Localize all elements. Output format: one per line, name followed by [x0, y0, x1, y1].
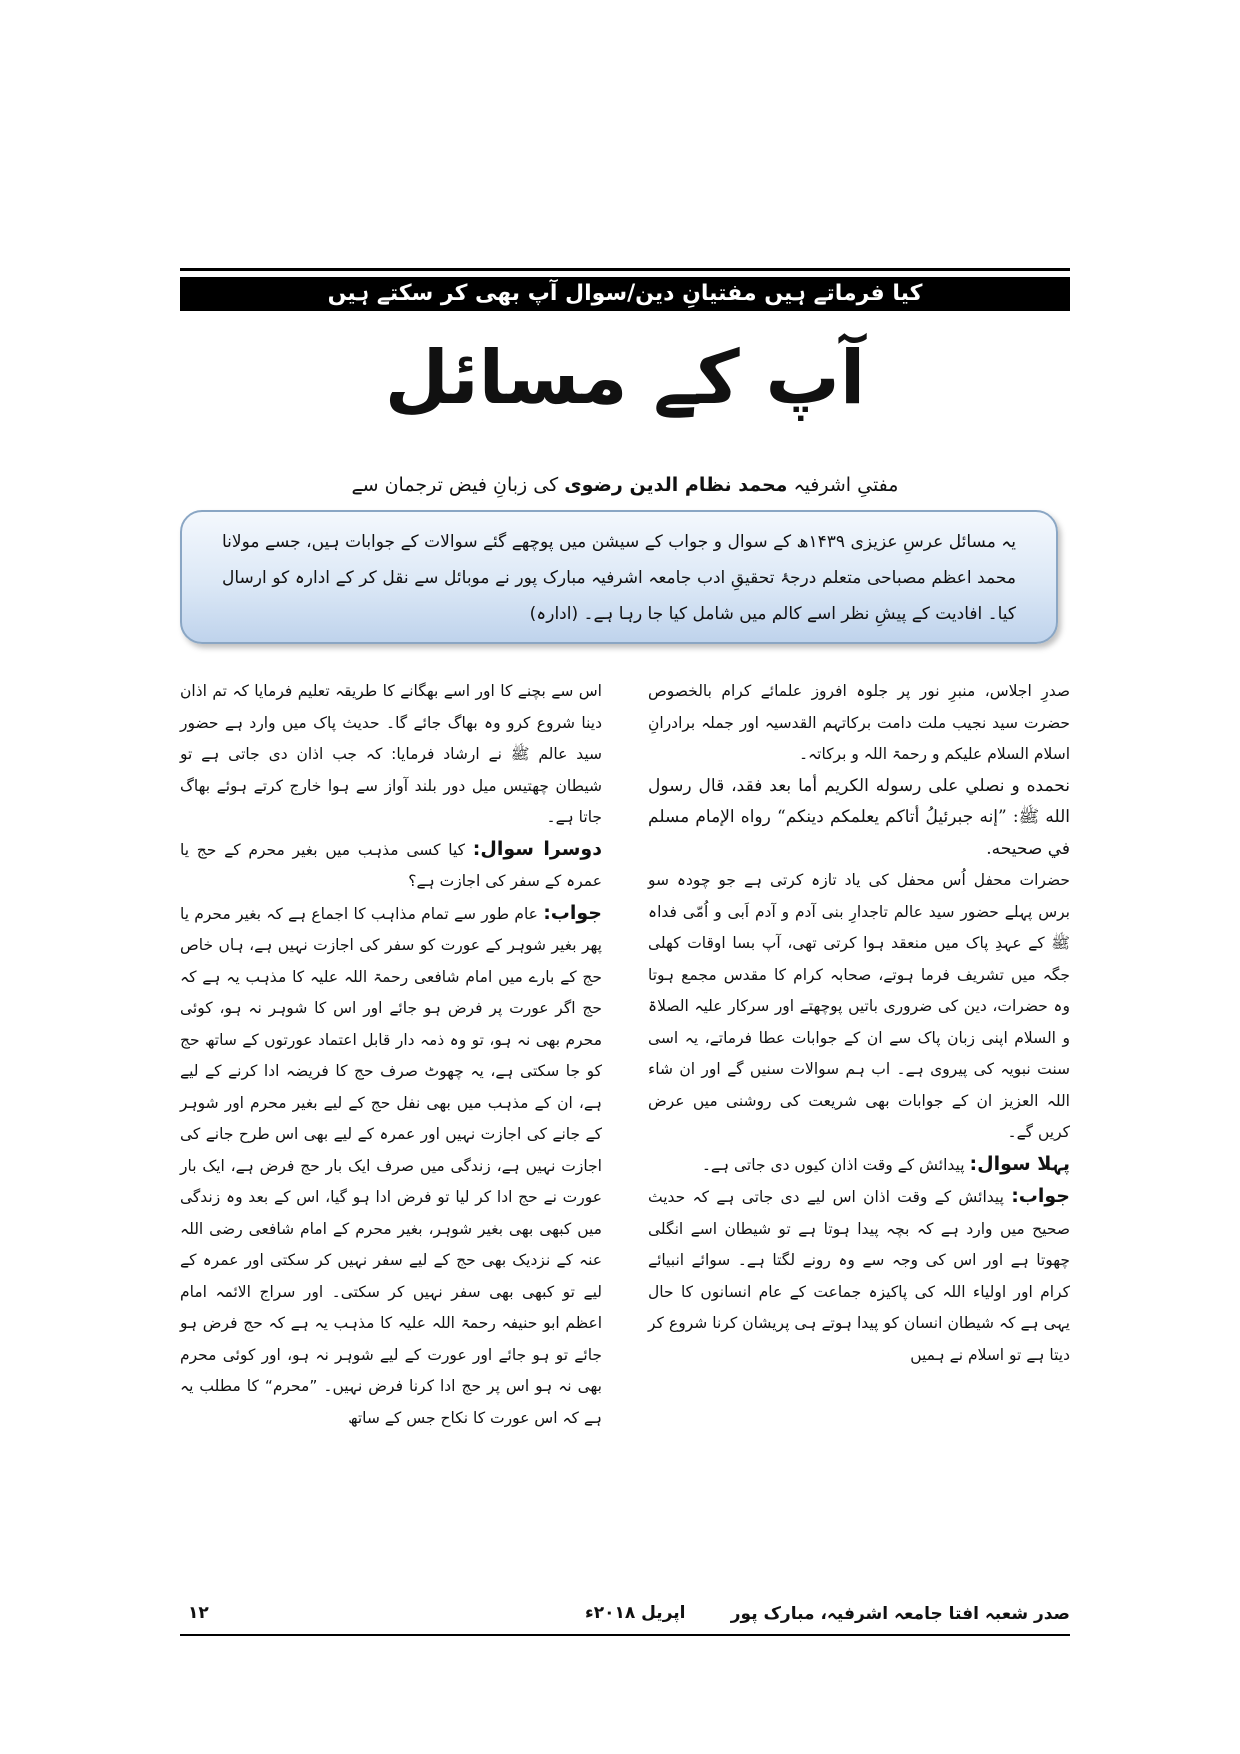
right-column — [648, 676, 1070, 1371]
question-1 — [648, 1149, 1070, 1182]
top-rule — [180, 268, 1070, 271]
answer-2-label: جواب: — [543, 901, 602, 924]
byline-prefix: مفتیِ اشرفیہ — [787, 474, 899, 496]
intro-box — [180, 510, 1058, 644]
footer-rule — [180, 1634, 1070, 1636]
answer-2 — [180, 898, 602, 1435]
footer-publisher: صدر شعبہ افتا جامعہ اشرفیہ، مبارک پور — [730, 1604, 1070, 1624]
intro-paragraph: حضرات محفل اُس محفل کی یاد تازہ کرتی ہے جو چودہ سو برس پہلے حضور سید عالم تاجدارِ بنی آدم و آدم اَبی و اُمّی فداہ ﷺ کے عہدِ پاک میں منعقد ہوا کرتی تھی، آپ بسا اوقات کھلی جگہ میں تشریف فرما ہوتے، صحابہ کرام کا مقدس مجمع ہوتا وہ حضرات، دین کی ضروری باتیں پوچھتے اور سرکار علیہ الصلاۃ و السلام اپنی زبان پاک سے ان کے جوابات عطا فرماتے، یہ اسی سنت نبویہ کی پیروی ہے۔ اب ہم سوالات سنیں گے اور ان شاء اللہ العزیز ان کے جوابات بھی شریعت کی روشنی میں عرض کریں گے۔ — [648, 871, 1070, 1141]
question-2-text: کیا کسی مذہب میں بغیر محرم کے حج یا عمرہ کے سفر کی اجازت ہے؟ — [180, 840, 602, 890]
page-title: آپ کے مسائل — [384, 335, 866, 421]
byline-suffix: کی زبانِ فیض ترجمان سے — [351, 474, 565, 496]
byline-name: محمد نظام الدین رضوی — [564, 474, 788, 496]
opening-paragraph: صدرِ اجلاس، منبرِ نور پر جلوہ افروز علمائے کرام بالخصوص حضرت سید نجیب ملت دامت برکاتہم القدسیہ اور جملہ برادرانِ اسلام السلام علیکم و رحمۃ اللہ و برکاتہ۔ — [648, 682, 1070, 763]
question-2-label: دوسرا سوال: — [472, 837, 602, 860]
intro-text: یہ مسائل عرسِ عزیزی ۱۴۳۹ھ کے سوال و جواب کے سیشن میں پوچھے گئے سوالات کے جوابات ہیں، جسے مولانا محمد اعظم مصباحی متعلم درجۂ تحقیقِ ادب جامعہ اشرفیہ مبارک پور نے موبائل سے نقل کر کے ادارہ کو ارسال کیا۔ افادیت کے پیشِ نظر اسے کالم میں شامل کیا جا رہا ہے۔ (ادارہ) — [222, 532, 1016, 624]
answer-2-text: عام طور سے تمام مذاہب کا اجماع ہے کہ بغیر محرم یا پھر بغیر شوہر کے عورت کو سفر کی اجازت نہیں ہے، ہاں خاص حج کے بارے میں امام شافعی رحمۃ اللہ علیہ کا مذہب یہ ہے کہ حج اگر عورت پر فرض ہو جائے اور اس کا شوہر نہ ہو، کوئی محرم بھی نہ ہو، تو وہ ذمہ دار قابل اعتماد عورتوں کے ساتھ حج کو جا سکتی ہے، یہ چھوٹ صرف حج کا فریضہ ادا کرنے کے لیے ہے، ان کے مذہب میں بھی نفل حج کے لیے بغیر محرم اور شوہر کے جانے کی اجازت نہیں اور عمرہ کے لیے بھی اس طرح جانے کی اجازت نہیں ہے، زندگی میں صرف ایک بار حج فرض ہے، ایک بار عورت نے حج ادا کر لیا تو فرض ادا ہو گیا، اس کے بعد وہ زندگی میں کبھی بھی بغیر شوہر، بغیر محرم کے امام شافعی رضی اللہ عنہ کے نزدیک بھی حج کے لیے سفر نہیں کر سکتی اور عمرہ کے لیے تو کبھی بھی سفر نہیں کر سکتی۔ اور سراج الائمہ امام اعظم ابو حنیفہ رحمۃ اللہ علیہ کا مذہب یہ ہے کہ حج فرض ہو جائے تو ہو جائے اور عورت کے لیے شوہر نہ ہو، اور کوئی محرم بھی نہ ہو اس پر حج ادا کرنا فرض نہیں۔ ”محرم“ کا مطلب یہ ہے کہ اس عورت کا نکاح جس کے ساتھ — [180, 904, 602, 1427]
byline — [180, 474, 1070, 496]
page-number: ۱۲ — [188, 1603, 209, 1623]
footer-date: اپریل ۲۰۱۸ء — [585, 1603, 686, 1623]
answer-1 — [648, 1181, 1070, 1371]
left-column — [180, 676, 602, 1434]
question-1-label: پہلا سوال: — [969, 1152, 1070, 1175]
section-banner: کیا فرماتے ہیں مفتیانِ دین/سوال آپ بھی کر سکتے ہیں — [180, 277, 1070, 311]
answer-1-continued: اس سے بچنے کا اور اسے بھگانے کا طریقہ تعلیم فرمایا کہ تم اذان دینا شروع کرو وہ بھاگ جائے گا۔ حدیث پاک میں وارد ہے حضور سید عالم ﷺ نے ارشاد فرمایا: کہ جب اذان دی جاتی ہے تو شیطان چھتیس میل دور بلند آواز سے ہوا خارج کرتے ہوئے بھاگ جاتا ہے۔ — [180, 682, 602, 826]
question-1-text: پیدائش کے وقت اذان کیوں دی جاتی ہے۔ — [701, 1155, 970, 1174]
question-2 — [180, 834, 602, 898]
arabic-paragraph: نحمده و نصلي على رسوله الكريم أما بعد فقد، قال رسول الله ﷺ: ”إنه جبرئيلُ أتاكم يعلمكم دينكم“ رواه الإمام مسلم في صحيحه. — [648, 775, 1070, 859]
footer — [180, 1603, 1070, 1631]
answer-1-label: جواب: — [1011, 1185, 1070, 1207]
answer-1-text: پیدائش کے وقت اذان اس لیے دی جاتی ہے کہ حدیث صحیح میں وارد ہے کہ بچہ پیدا ہوتا ہے تو شیطان اسے انگلی چھوتا ہے اور اس کی وجہ سے وہ رونے لگتا ہے۔ سوائے انبیائے کرام اور اولیاء اللہ کی پاکیزہ جماعت کے عام انسانوں کا حال یہی ہے کہ شیطان انسان کو پیدا ہوتے ہی پریشان کرنا شروع کر دیتا ہے تو اسلام نے ہمیں — [648, 1188, 1070, 1364]
